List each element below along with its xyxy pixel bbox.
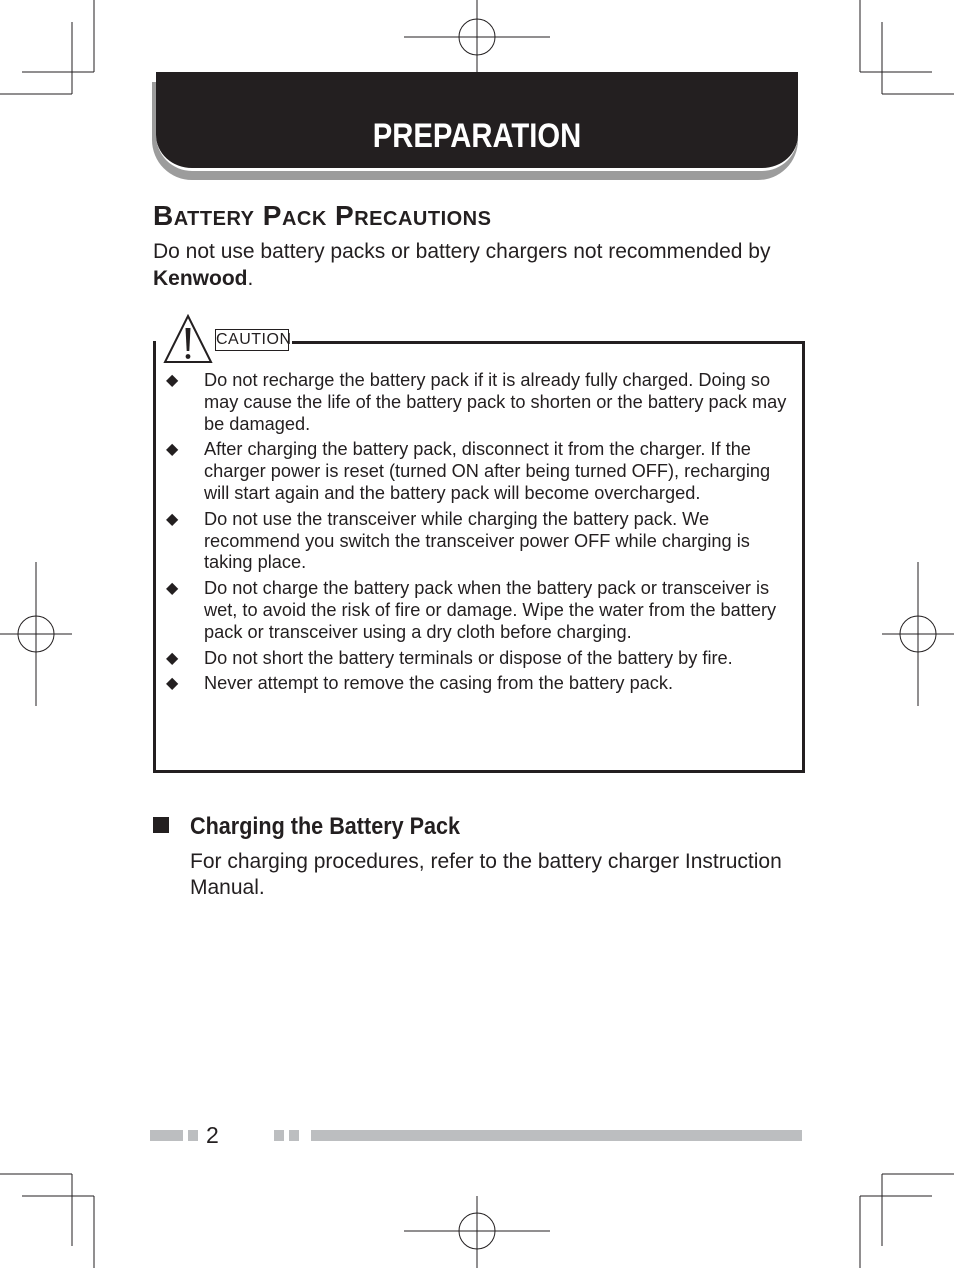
- diamond-bullet-icon: ◆: [166, 675, 179, 693]
- diamond-bullet-icon: ◆: [166, 441, 179, 459]
- diamond-bullet-icon: ◆: [166, 372, 179, 389]
- subsection-title: Charging the Battery Pack: [190, 813, 461, 840]
- list-item-text: Do not charge the battery pack when the battery pack or transceiver is wet, to avoid the risk of fire or damage. Wipe the water from the battery pack or transceiver using a dry cloth before charging.: [204, 578, 777, 642]
- intro-end: .: [247, 267, 254, 290]
- page-title: PREPARATION: [372, 117, 582, 155]
- list-item: [166, 439, 791, 504]
- list-item: [166, 648, 791, 670]
- square-bullet-icon: [153, 817, 169, 833]
- list-item-text: Do not recharge the battery pack if it is already fully charged. Doing so may cause the life of the battery pack to shorten or the battery pack may be damaged.: [204, 370, 787, 434]
- footer-bar: [311, 1130, 802, 1141]
- section-intro: [153, 238, 813, 292]
- footer-bar-segment: [188, 1130, 198, 1141]
- list-item: [166, 370, 791, 435]
- page-number: 2: [206, 1122, 219, 1148]
- caution-label: CAUTION: [215, 329, 289, 351]
- diamond-bullet-icon: ◆: [166, 580, 179, 598]
- warning-triangle-icon: [163, 314, 213, 364]
- diamond-bullet-icon: ◆: [166, 649, 179, 667]
- list-item-text: After charging the battery pack, disconnect it from the charger. If the charger power is reset (turned ON after being turned OFF), recharging will start again and the battery pack will become overcharged.: [204, 439, 771, 503]
- list-item-text: Do not use the transceiver while charging the battery pack. We recommend you switch the transceiver power OFF while charging is taking place.: [204, 508, 750, 573]
- caution-list: [166, 370, 791, 699]
- list-item: [166, 673, 791, 695]
- section-title: Battery Pack Precautions: [153, 200, 492, 231]
- list-item-text: Do not short the battery terminals or dispose of the battery by fire.: [204, 647, 733, 668]
- list-item-text: Never attempt to remove the casing from the battery pack.: [204, 673, 674, 694]
- diamond-bullet-icon: ◆: [166, 510, 179, 528]
- footer-bar-segment: [274, 1130, 284, 1141]
- footer-bar-segment: [150, 1130, 183, 1141]
- subsection-heading: [153, 812, 490, 842]
- list-item: [166, 578, 791, 643]
- subsection-body: For charging procedures, refer to the battery charger Instruction Manual.: [190, 850, 782, 899]
- intro-text: Do not use battery packs or battery chargers not recommended by: [153, 240, 771, 263]
- brand-name: Kenwood: [153, 267, 248, 290]
- footer-bar-segment: [289, 1130, 299, 1141]
- list-item: [166, 509, 791, 574]
